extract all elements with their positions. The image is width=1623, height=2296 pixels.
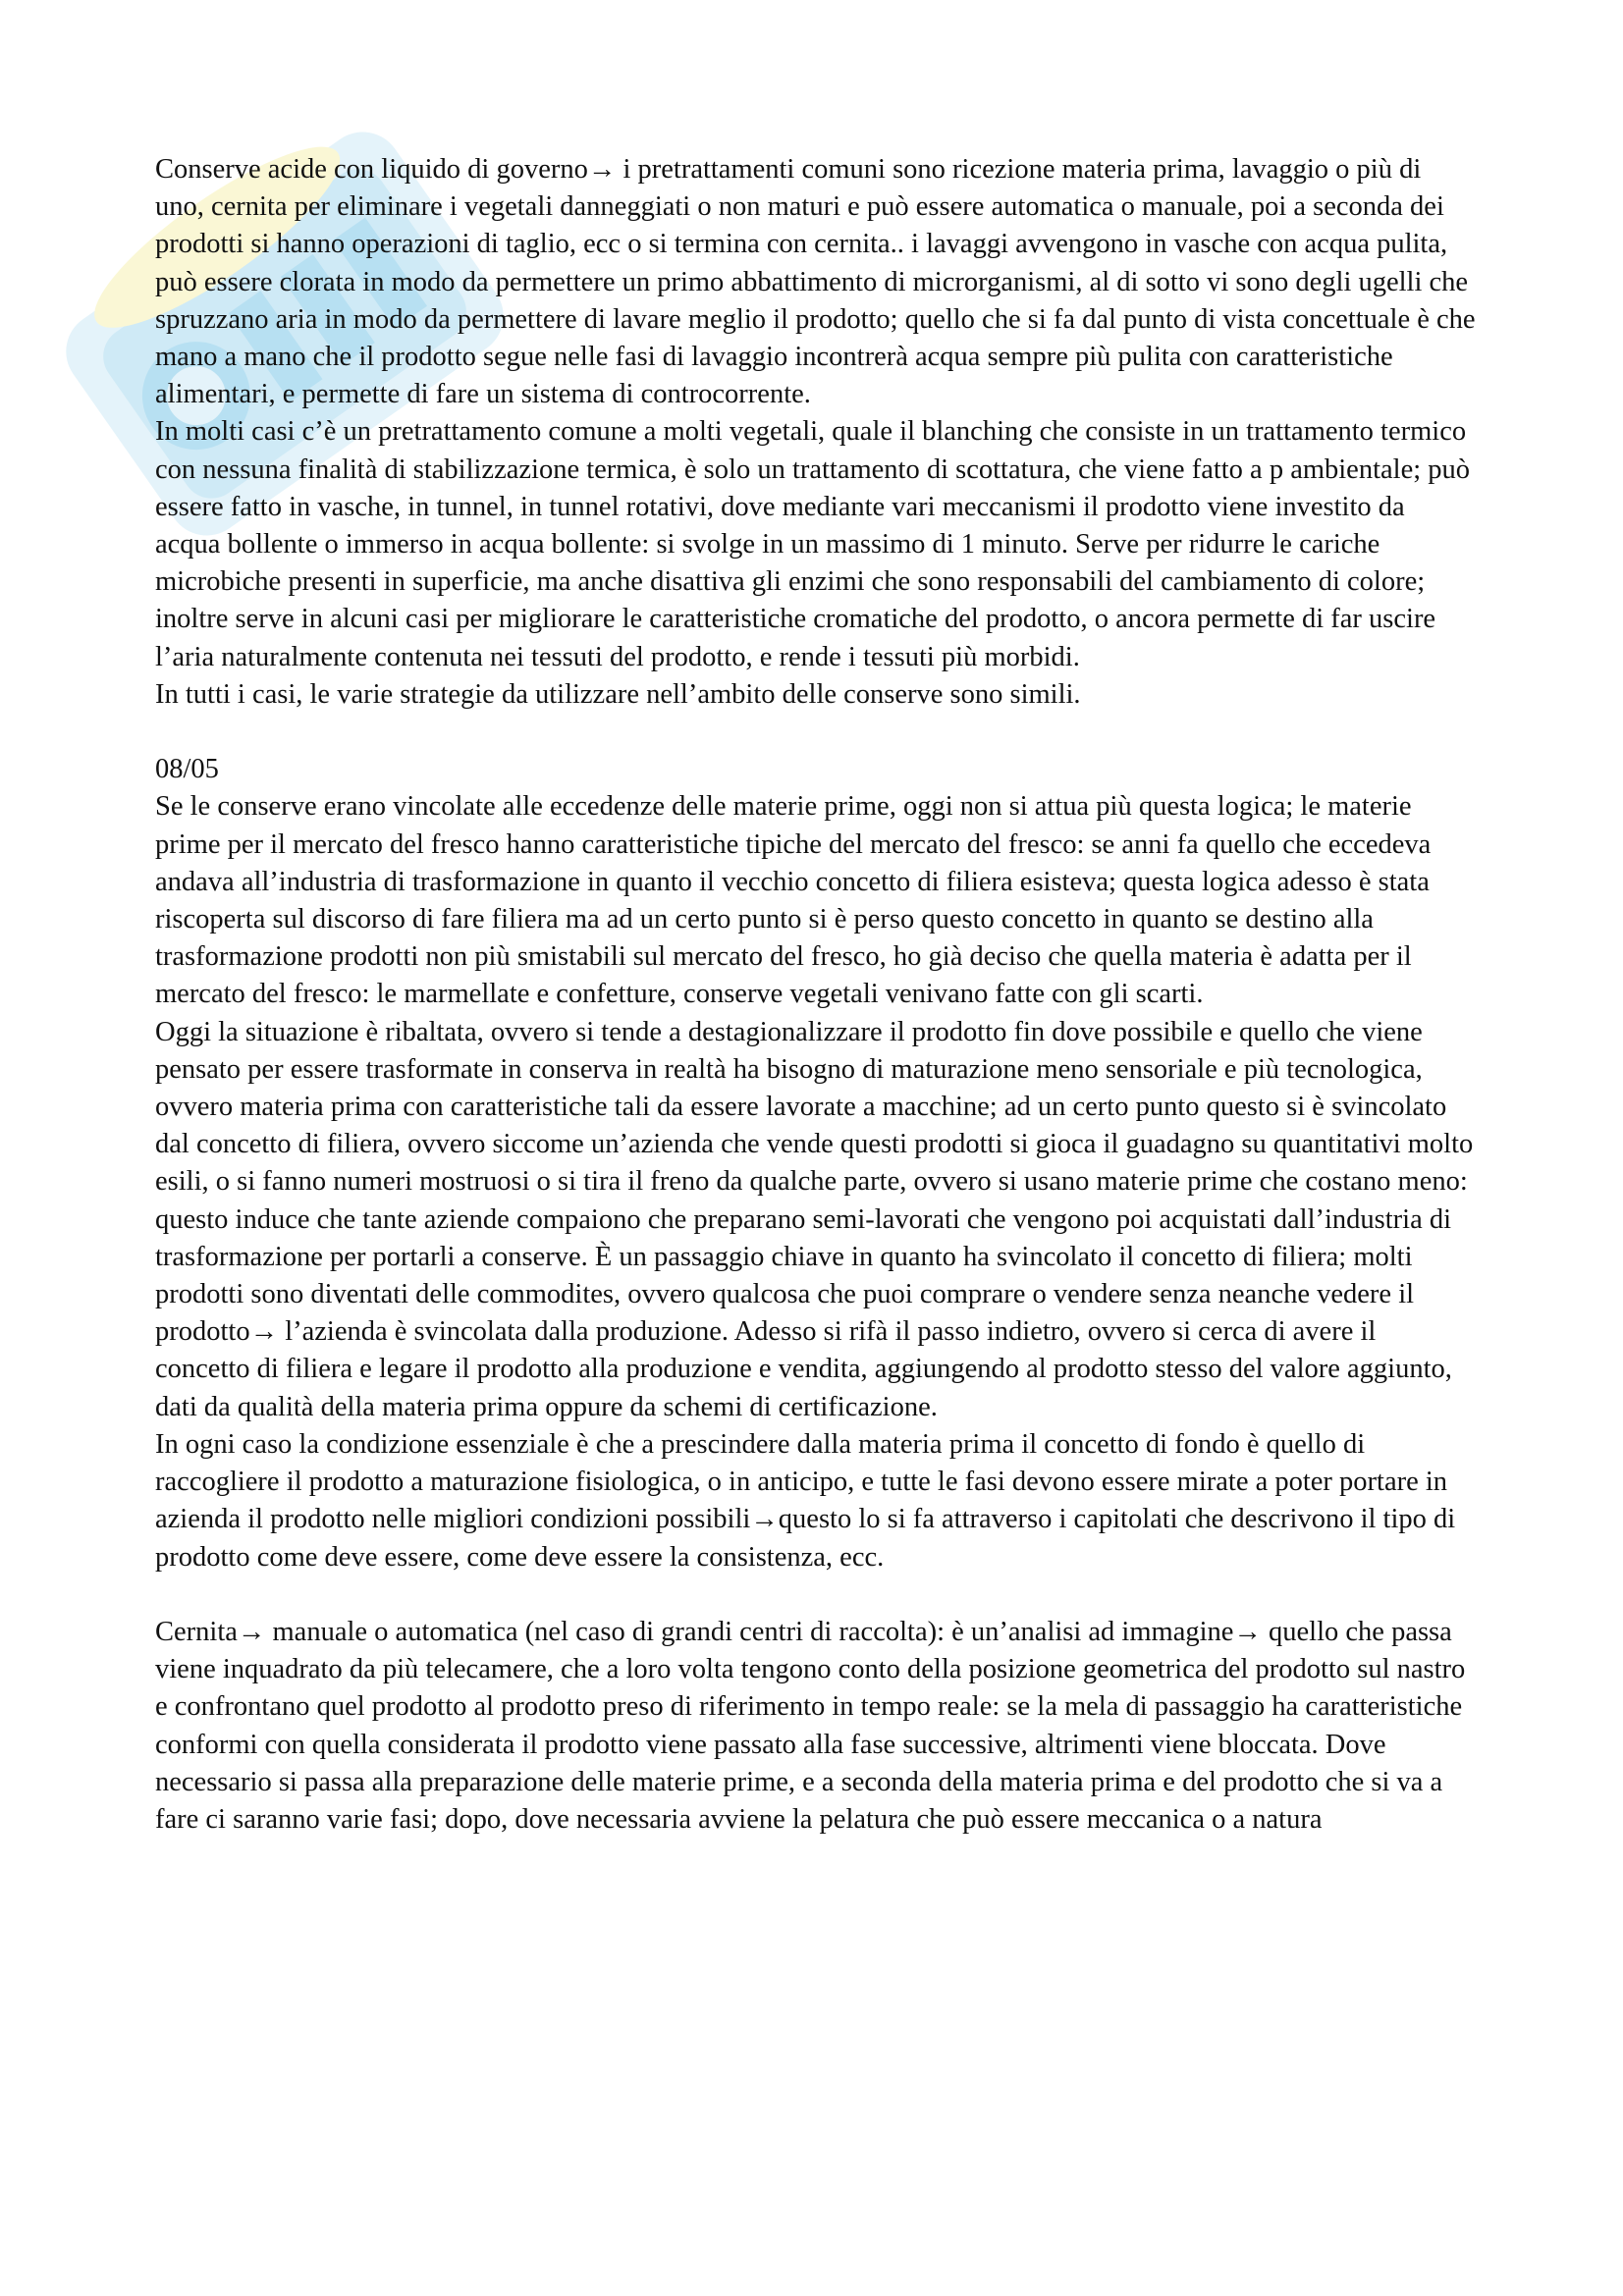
paragraph-situazione-ribaltata: Oggi la situazione è ribaltata, ovvero si tende a destagionalizzare il prodotto fin dove possibile e quello che viene pensato per essere trasformate in conserva in realtà ha bisogno di maturazione meno sensoriale e più tecnologica, ovvero materia prima con caratteristiche tali da essere lavorate a macchine; ad un certo punto questo si è svincolato dal concetto di filiera, ovvero siccome un’azienda che vende questi prodotti si gioca il guadagno su quantitativi molto esili, o si fanno numeri mostruosi o si tira il freno da qualche parte, ovvero si usano materie prime che costano meno: questo induce che tante aziende compaiono che preparano semi-lavorati che vengono poi acquistati dall’industria di trasformazione per portarli a conserve. È un passaggio chiave in quanto ha svincolato il concetto di filiera; molti prodotti sono diventati delle commodites, ovvero qualcosa che puoi comprare o vendere senza neanche vedere il prodotto→ l’azienda è svincolata dalla produzione. Adesso si rifà il passo indietro, ovvero si cerca di avere il concetto di filiera e legare il prodotto alla produzione e vendita, aggiungendo al prodotto stesso del valore aggiunto, dati da qualità della materia prima oppure da schemi di certificazione. — [155, 1016, 1474, 1422]
paragraph-cernita: Cernita→ manuale o automatica (nel caso di grandi centri di raccolta): è un’analisi ad immagine→ quello che passa viene inquadrato da più telecamere, che a loro volta tengono conto della posizione geometrica del prodotto sul nastro e confrontano quel prodotto al prodotto preso di riferimento in tempo reale: se la mela di passaggio ha caratteristiche conformi con quella considerata il prodotto viene passato alla fase successive, altrimenti viene bloccata. Dove necessario si passa alla preparazione delle materie prime, e a seconda della materia prima e del prodotto che si va a fare ci saranno varie fasi; dopo, dove necessaria avviene la pelatura che può essere meccanica o a natura — [155, 1616, 1466, 1835]
paragraph-spacer — [155, 1576, 1476, 1614]
paragraph-blanching: In molti casi c’è un pretrattamento comune a molti vegetali, quale il blanching che consiste in un trattamento termico con nessuna finalità di stabilizzazione termica, è solo un trattamento di scottatura, che viene fatto a p ambientale; può essere fatto in vasche, in tunnel, in tunnel rotativi, dove mediante vari meccanismi il prodotto viene investito da acqua bollente o immerso in acqua bollente: si svolge in un massimo di 1 minuto. Serve per ridurre le cariche microbiche presenti in superficie, ma anche disattiva gli enzimi che sono responsabili del cambiamento di colore; inoltre serve in alcuni casi per migliorare le caratteristiche cromatiche del prodotto, o ancora permette di far uscire l’aria naturalmente contenuta nei tessuti del prodotto, e rende i tessuti più morbidi. — [155, 416, 1471, 672]
document-body — [155, 151, 1476, 1839]
paragraph-condizione-essenziale: In ogni caso la condizione essenziale è che a prescindere dalla materia prima il concetto di fondo è quello di raccogliere il prodotto a maturazione fisiologica, o in anticipo, e tutte le fasi devono essere mirate a poter portare in azienda il prodotto nelle migliori condizioni possibili→questo lo si fa attraverso i capitolati che descrivono il tipo di prodotto come deve essere, come deve essere la consistenza, ecc. — [155, 1428, 1456, 1573]
paragraph-eccedenze: Se le conserve erano vincolate alle eccedenze delle materie prime, oggi non si attua più questa logica; le materie prime per il mercato del fresco hanno caratteristiche tipiche del mercato del fresco: se anni fa quello che eccedeva andava all’industria di trasformazione in quanto il vecchio concetto di filiera esisteva; questa logica adesso è stata riscoperta sul discorso di fare filiera ma ad un certo punto si è perso questo concetto in quanto se destino alla trasformazione prodotti non più smistabili sul mercato del fresco, ho già deciso che quella materia è adatta per il mercato del fresco: le marmellate e confetture, conserve vegetali venivano fatte con gli scarti. — [155, 791, 1432, 1010]
paragraph-strategie: In tutti i casi, le varie strategie da utilizzare nell’ambito delle conserve sono simili. — [155, 678, 1081, 710]
date-heading: 08/05 — [155, 754, 219, 785]
paragraph-spacer — [155, 714, 1476, 751]
paragraph-conserve-acide: Conserve acide con liquido di governo→ i pretrattamenti comuni sono ricezione materia prima, lavaggio o più di uno, cernita per eliminare i vegetali danneggiati o non maturi e può essere automatica o manuale, poi a seconda dei prodotti si hanno operazioni di taglio, ecc o si termina con cernita.. i lavaggi avvengono in vasche con acqua pulita, può essere clorata in modo da permettere un primo abbattimento di microrganismi, al di sotto vi sono degli ugelli che spruzzano aria in modo da permettere di lavare meglio il prodotto; quello che si fa dal punto di vista concettuale è che mano a mano che il prodotto segue nelle fasi di lavaggio incontrerà acqua sempre più pulita con caratteristiche alimentari, e permette di fare un sistema di controcorrente. — [155, 154, 1476, 410]
